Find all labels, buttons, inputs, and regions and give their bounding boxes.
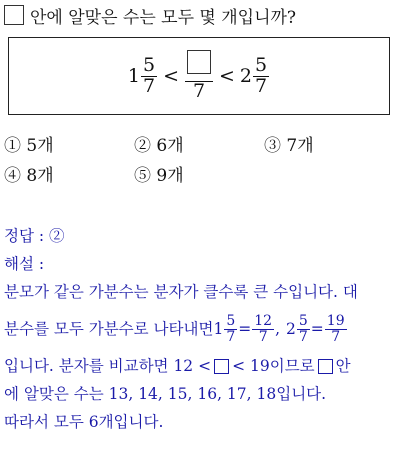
left-denominator: 7 <box>142 74 156 97</box>
explanation-line-1: 분모가 같은 가분수는 분자가 클수록 큰 수입니다. 대 <box>4 283 358 301</box>
option-2[interactable]: ② 6개 <box>134 135 184 156</box>
less-than-1: < <box>163 65 179 87</box>
r2-numerator: 19 <box>326 312 345 329</box>
m1-fraction <box>224 314 237 344</box>
less-than-2: < <box>219 65 235 87</box>
answer-line: 정답 : ② <box>4 227 65 245</box>
right-numerator: 5 <box>255 53 268 76</box>
right-mixed-number <box>239 53 270 97</box>
left-mixed-number <box>127 53 158 97</box>
question-header <box>4 4 296 26</box>
blank-square <box>187 50 211 74</box>
m1-denominator: 7 <box>226 328 236 345</box>
m1-numerator: 5 <box>226 312 236 329</box>
answer-options <box>4 128 394 188</box>
option-1[interactable]: ① 5개 <box>4 135 54 156</box>
line3-part-c: 안 <box>335 357 351 375</box>
right-whole: 2 <box>239 65 253 87</box>
r1-denominator: 7 <box>258 328 268 345</box>
r1-numerator: 12 <box>254 312 273 329</box>
inequality-box <box>8 37 390 115</box>
m2-denominator: 7 <box>298 328 308 345</box>
line3-part-a: 입니다. 분자를 비교하면 12 < <box>4 357 212 375</box>
equals-1: = <box>238 320 252 338</box>
line2-text: 분수를 모두 가분수로 나타내면 <box>4 320 214 338</box>
option-5[interactable]: ⑤ 9개 <box>134 165 184 186</box>
options-row-1 <box>4 128 394 158</box>
left-numerator: 5 <box>142 53 156 76</box>
middle-fraction <box>185 50 213 102</box>
left-fraction <box>141 53 157 97</box>
blank-square-inline-2 <box>318 359 333 374</box>
question-text: 안에 알맞은 수는 모두 몇 개입니까? <box>30 7 297 28</box>
explanation-line-5: 따라서 모두 6개입니다. <box>4 413 164 431</box>
blank-box <box>4 5 24 25</box>
m1-whole: 1 <box>213 320 224 338</box>
solution <box>4 222 398 436</box>
option-4[interactable]: ④ 8개 <box>4 165 54 186</box>
middle-denominator: 7 <box>192 80 206 102</box>
m2-fraction <box>297 314 310 344</box>
r2-denominator: 7 <box>331 328 341 345</box>
left-whole: 1 <box>127 65 140 87</box>
comma: , <box>275 320 280 338</box>
options-row-2 <box>4 158 394 188</box>
explanation-line-4: 에 알맞은 수는 13, 14, 15, 16, 17, 18입니다. <box>4 385 327 403</box>
line3-part-b: < 19이므로 <box>232 357 315 375</box>
explanation-line-3 <box>4 352 398 380</box>
blank-square-inline-1 <box>214 359 229 374</box>
r1-fraction <box>252 314 274 344</box>
explanation-line-2 <box>4 306 398 352</box>
blank-numerator <box>185 50 213 82</box>
m2-numerator: 5 <box>298 312 308 329</box>
option-3[interactable]: ③ 7개 <box>264 135 314 156</box>
explanation-heading: 해설 : <box>4 255 45 273</box>
right-fraction <box>253 53 269 97</box>
equals-2: = <box>310 320 324 338</box>
r2-fraction <box>325 314 347 344</box>
m2-whole: 2 <box>286 320 296 338</box>
right-denominator: 7 <box>255 74 268 97</box>
